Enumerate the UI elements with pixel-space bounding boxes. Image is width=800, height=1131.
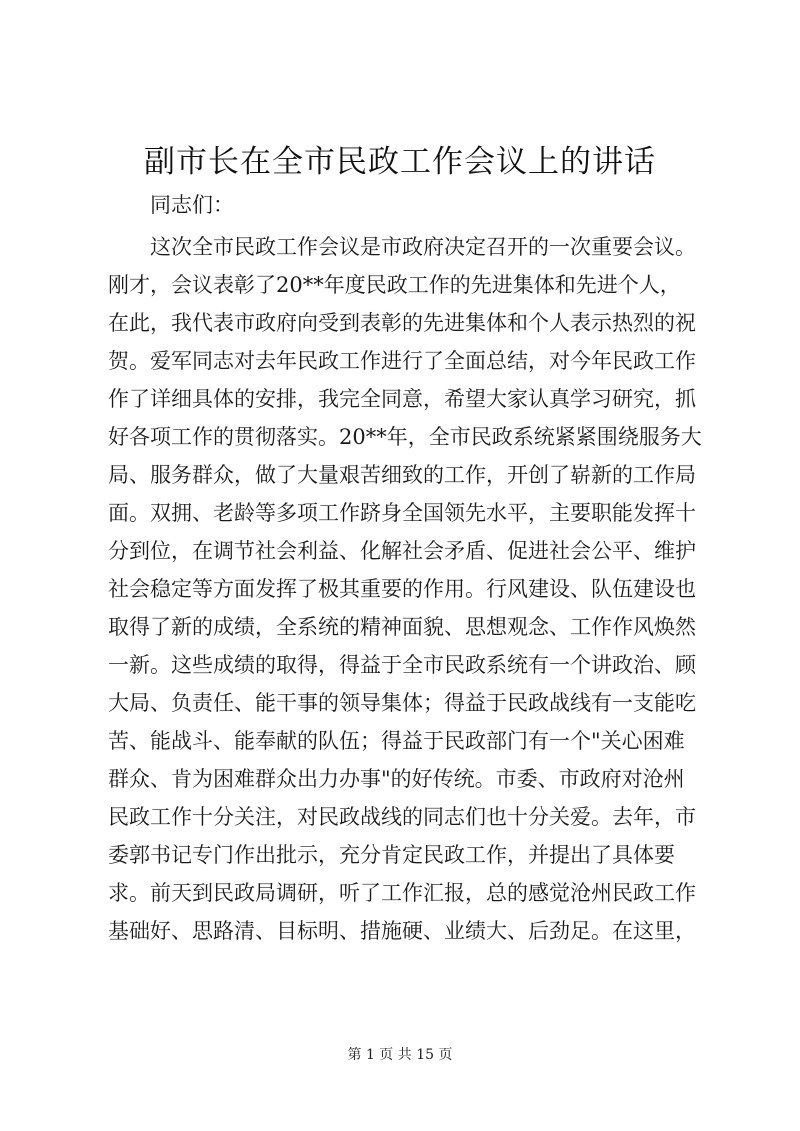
body-line: 在此，我代表市政府向受到表彰的先进集体和个人表示热烈的祝 <box>108 311 696 335</box>
body-line: 好各项工作的贯彻落实。20**年，全市民政系统紧紧围绕服务大 <box>108 425 702 449</box>
body-line: 分到位，在调节社会利益、化解社会矛盾、促进社会公平、维护 <box>108 539 696 563</box>
body-line: 社会稳定等方面发挥了极其重要的作用。行风建设、队伍建设也 <box>108 577 696 601</box>
body-line: 刚才，会议表彰了20**年度民政工作的先进集体和先进个人， <box>108 273 681 297</box>
body-line: 求。前天到民政局调研，听了工作汇报，总的感觉沧州民政工作 <box>108 881 696 905</box>
body-line: 这次全市民政工作会议是市政府决定召开的一次重要会议。 <box>150 235 696 259</box>
salutation: 同志们： <box>150 193 234 217</box>
body-line: 面。双拥、老龄等多项工作跻身全国领先水平，主要职能发挥十 <box>108 501 696 525</box>
document-title: 副市长在全市民政工作会议上的讲话 <box>144 144 656 180</box>
body-line: 群众、肯为困难群众出力办事"的好传统。市委、市政府对沧州 <box>108 767 685 791</box>
body-line: 取得了新的成绩，全系统的精神面貌、思想观念、工作作风焕然 <box>108 615 696 639</box>
body-line: 基础好、思路清、目标明、措施硬、业绩大、后劲足。在这里， <box>108 919 696 943</box>
body-line: 局、服务群众，做了大量艰苦细致的工作，开创了崭新的工作局 <box>108 463 696 487</box>
body-line: 委郭书记专门作出批示，充分肯定民政工作，并提出了具体要 <box>108 843 675 867</box>
body-line: 大局、负责任、能干事的领导集体；得益于民政战线有一支能吃 <box>108 691 696 715</box>
body-line: 苦、能战斗、能奉献的队伍；得益于民政部门有一个"关心困难 <box>108 729 685 753</box>
body-line: 作了详细具体的安排，我完全同意，希望大家认真学习研究，抓 <box>108 387 696 411</box>
body-line: 一新。这些成绩的取得，得益于全市民政系统有一个讲政治、顾 <box>108 653 696 677</box>
page-footer: 第 1 页 共 15 页 <box>347 1047 453 1063</box>
body-line: 贺。爱军同志对去年民政工作进行了全面总结，对今年民政工作 <box>108 349 696 373</box>
body-line: 民政工作十分关注，对民政战线的同志们也十分关爱。去年，市 <box>108 805 696 829</box>
